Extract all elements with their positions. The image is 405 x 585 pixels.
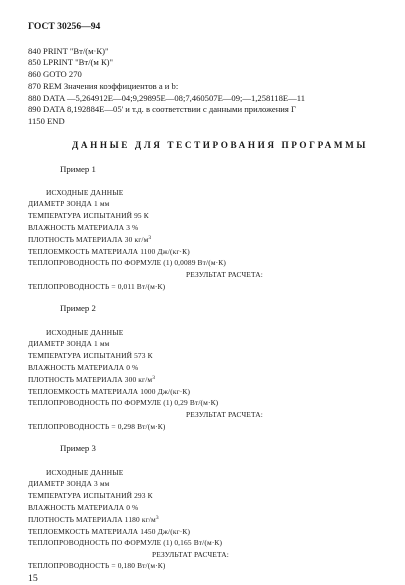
probe-diameter: ДИАМЕТР ЗОНДА 1 мм (28, 199, 110, 208)
unit-exponent: 3 (155, 515, 159, 521)
material-density (28, 515, 159, 525)
line-number: 880 (28, 93, 41, 103)
probe-diameter: ДИАМЕТР ЗОНДА 1 мм (28, 339, 110, 348)
line-text: GOTO 270 (43, 69, 82, 79)
formula-conductivity: ТЕПЛОПРОВОДНОСТЬ ПО ФОРМУЛЕ (1) 0,29 Вт/(м·К) (28, 398, 219, 407)
material-humidity: ВЛАЖНОСТЬ МАТЕРИАЛА 0 % (28, 503, 139, 512)
test-temperature: ТЕМПЕРАТУРА ИСПЫТАНИЙ 573 К (28, 351, 153, 360)
standard-header: ГОСТ 30256—94 (28, 21, 101, 32)
code-line (28, 93, 305, 103)
formula-conductivity: ТЕПЛОПРОВОДНОСТЬ ПО ФОРМУЛЕ (1) 0,165 Вт/(м·К) (28, 538, 223, 547)
line-text: LPRINT "Вт/(м К)" (43, 57, 114, 67)
density-text: ПЛОТНОСТЬ МАТЕРИАЛА 30 кг/м (28, 235, 149, 244)
line-text: DATA —5,264912E—04;9,29895E—08;7,460507E—09;—1,258118E—11 (43, 93, 306, 103)
line-number: 890 (28, 104, 41, 114)
result-heading: РЕЗУЛЬТАТ РАСЧЕТА: (152, 550, 229, 559)
line-number: 840 (28, 46, 41, 56)
material-heat-capacity: ТЕПЛОЕМКОСТЬ МАТЕРИАЛА 1000 Дж/(кг·К) (28, 387, 191, 396)
line-number: 1150 (28, 116, 45, 126)
material-heat-capacity: ТЕПЛОЕМКОСТЬ МАТЕРИАЛА 1100 Дж/(кг·К) (28, 247, 190, 256)
line-number: 870 (28, 81, 41, 91)
material-density (28, 375, 155, 385)
line-text: REM Значения коэффициентов a и b: (43, 81, 179, 91)
line-text: DATA 8,192884E—05' и т.д. в соответствии с данными приложения Г (43, 104, 296, 114)
section-title: ДАННЫЕ ДЛЯ ТЕСТИРОВАНИЯ ПРОГРАММЫ (72, 140, 369, 150)
input-heading: ИСХОДНЫЕ ДАННЫЕ (46, 328, 124, 337)
line-number: 850 (28, 57, 41, 67)
result-conductivity: ТЕПЛОПРОВОДНОСТЬ = 0,180 Вт/(м·К) (28, 561, 166, 570)
density-text: ПЛОТНОСТЬ МАТЕРИАЛА 300 кг/м (28, 375, 153, 384)
line-number: 860 (28, 69, 41, 79)
material-density (28, 235, 151, 245)
unit-exponent: 3 (148, 235, 152, 241)
code-line (28, 69, 82, 79)
material-humidity: ВЛАЖНОСТЬ МАТЕРИАЛА 0 % (28, 363, 139, 372)
density-text: ПЛОТНОСТЬ МАТЕРИАЛА 1180 кг/м (28, 515, 156, 524)
code-line (28, 57, 113, 67)
code-line (28, 46, 109, 56)
unit-exponent: 3 (152, 375, 156, 381)
result-heading: РЕЗУЛЬТАТ РАСЧЕТА: (186, 270, 263, 279)
material-heat-capacity: ТЕПЛОЕМКОСТЬ МАТЕРИАЛА 1450 Дж/(кг·К) (28, 527, 191, 536)
code-line (28, 81, 178, 91)
input-heading: ИСХОДНЫЕ ДАННЫЕ (46, 468, 124, 477)
line-text: END (47, 116, 65, 126)
input-heading: ИСХОДНЫЕ ДАННЫЕ (46, 188, 124, 197)
line-text: PRINT "Вт/(м·К)" (43, 46, 109, 56)
example-title: Пример 3 (60, 443, 96, 453)
page-number: 15 (28, 573, 38, 584)
material-humidity: ВЛАЖНОСТЬ МАТЕРИАЛА 3 % (28, 223, 139, 232)
result-conductivity: ТЕПЛОПРОВОДНОСТЬ = 0,011 Вт/(м·К) (28, 282, 166, 291)
code-line (28, 116, 65, 126)
code-line (28, 104, 296, 114)
test-temperature: ТЕМПЕРАТУРА ИСПЫТАНИЙ 293 К (28, 491, 153, 500)
result-heading: РЕЗУЛЬТАТ РАСЧЕТА: (186, 410, 263, 419)
probe-diameter: ДИАМЕТР ЗОНДА 3 мм (28, 479, 110, 488)
test-temperature: ТЕМПЕРАТУРА ИСПЫТАНИЙ 95 К (28, 211, 149, 220)
formula-conductivity: ТЕПЛОПРОВОДНОСТЬ ПО ФОРМУЛЕ (1) 0,0089 Вт/(м·К) (28, 258, 226, 267)
result-conductivity: ТЕПЛОПРОВОДНОСТЬ = 0,298 Вт/(м·К) (28, 422, 166, 431)
example-title: Пример 2 (60, 303, 96, 313)
example-title: Пример 1 (60, 164, 96, 174)
